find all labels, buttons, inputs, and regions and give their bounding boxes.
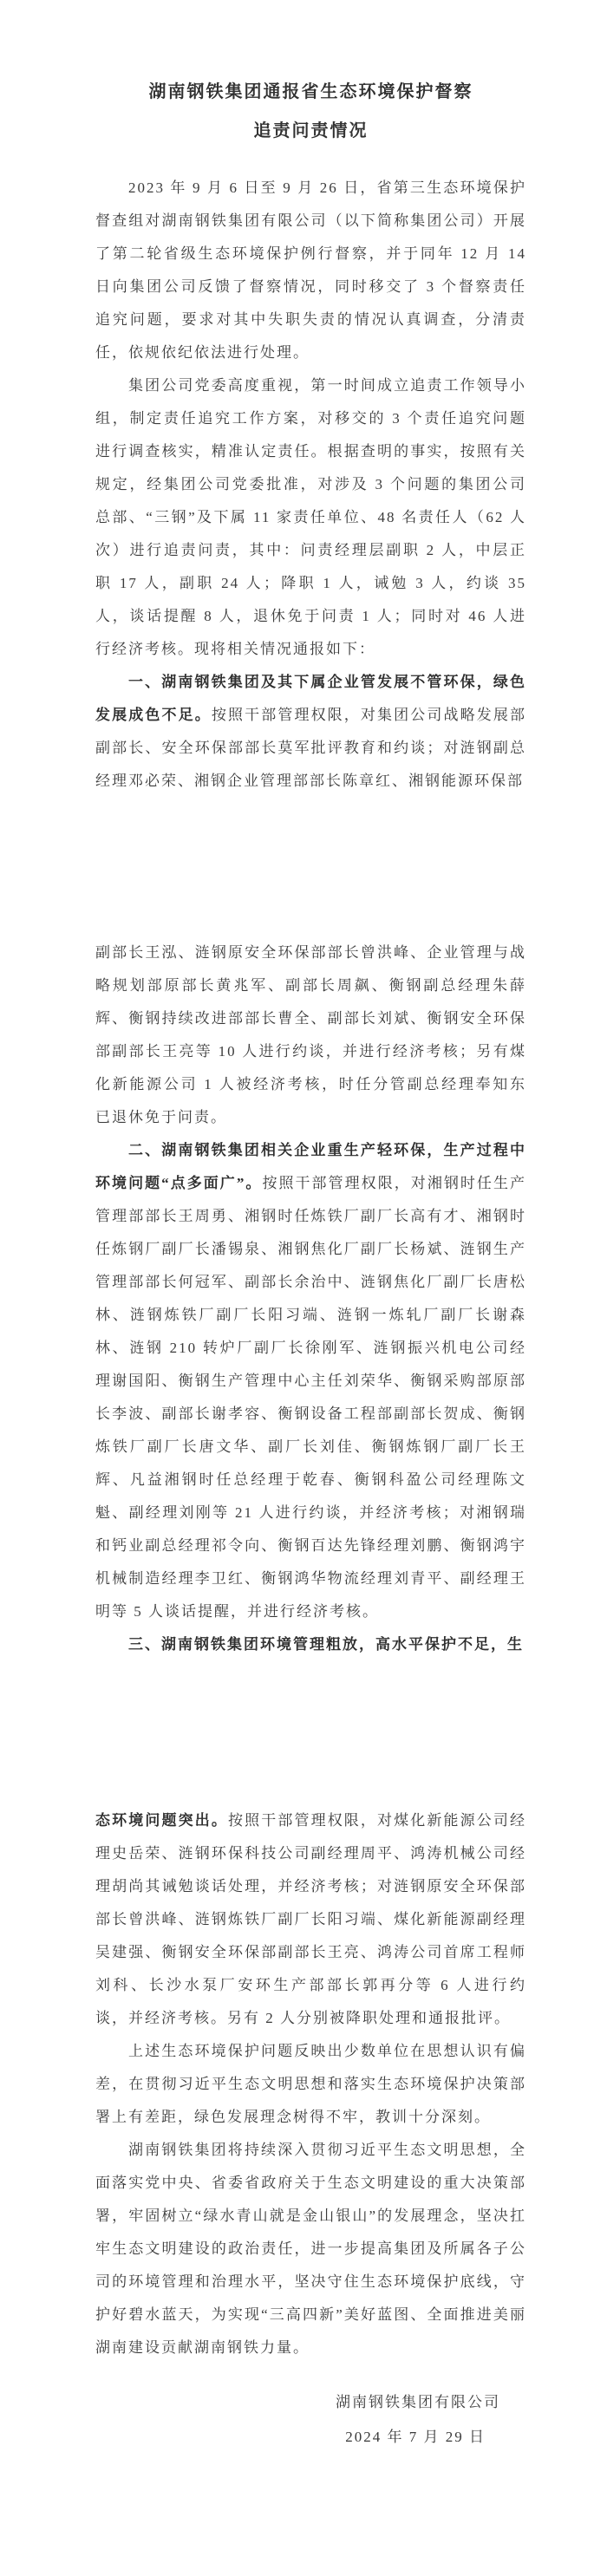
paragraph	[95, 666, 526, 798]
paragraph	[95, 2035, 526, 2134]
paragraph	[95, 1628, 526, 1661]
paragraph	[95, 1134, 526, 1628]
page-gap	[95, 798, 526, 936]
text-run: 集团公司党委高度重视，第一时间成立追责工作领导小组，制定责任追究工作方案，对移交的 3 个责任追究问题进行调查核实，精准认定责任。根据查明的事实，按照有关规定，经集团公司党委批准，对涉及 3 个问题的集团公司总部、“三钢”及下属 11 家责任单位、48 名责任人（62 人次）进行追责问责，其中：问责经理层副职 2 人，中层正职 17 人，副职 24 人；降职 1 人，诫勉 3 人，约谈 35 人，谈话提醒 8 人，退休免于问责 1 人；同时对 46 人进行经济考核。现将相关情况通报如下：	[95, 377, 526, 657]
document-title	[95, 73, 526, 151]
text-run: 副部长王泓、涟钢原安全环保部部长曾洪峰、企业管理与战略规划部原部长黄兆军、副部长周飙、衡钢副总经理朱薛辉、衡钢持续改进部部长曹全、副部长刘斌、衡钢安全环保部副部长王亮等 10 人进行约谈，并进行经济考核；另有煤化新能源公司 1 人被经济考核，时任分管副总经理奉知东已退休免于问责。	[95, 944, 526, 1125]
paragraph	[95, 369, 526, 666]
paragraph	[95, 1804, 526, 2035]
signature-date: 2024 年 7 月 29 日	[345, 2429, 486, 2445]
text-run: 湖南钢铁集团将持续深入贯彻习近平生态文明思想，全面落实党中央、省委省政府关于生态文明建设的重大决策部署，牢固树立“绿水青山就是金山银山”的发展理念，坚决扛牢生态文明建设的政治责任，进一步提高集团及所属各子公司的环境管理和治理水平，坚决守住生态环境保护底线，守护好碧水蓝天，为实现“三高四新”美好蓝图、全面推进美丽湖南建设贡献湖南钢铁力量。	[95, 2142, 526, 2356]
document-body	[95, 172, 526, 2364]
bold-run: 三、湖南钢铁集团环境管理粗放，高水平保护不足，生	[128, 1636, 524, 1653]
title-line-2: 追责问责情况	[253, 121, 369, 140]
bold-run: 一、湖南钢铁集团及其下属企业管发展不管环保，绿色发展成色不足。	[95, 674, 526, 723]
text-run: 按照干部管理权限，对集团公司战略发展部副部长、安全环保部部长莫军批评教育和约谈；对涟钢副总经理邓必荣、湘钢企业管理部部长陈章红、湘钢能源环保部	[95, 707, 527, 789]
signature-company: 湖南钢铁集团有限公司	[336, 2394, 500, 2410]
paragraph	[95, 172, 526, 369]
text-run: 按照干部管理权限，对湘钢时任生产管理部部长王周勇、湘钢时任炼铁厂副厂长高有才、湘钢时任炼钢厂副厂长潘锡泉、湘钢焦化厂副厂长杨斌、涟钢生产管理部部长何冠军、副部长余治中、涟钢焦化厂副厂长唐松林、涟钢炼铁厂副厂长阳习端、涟钢一炼轧厂副厂长谢森林、涟钢 210 转炉厂副厂长徐刚军、涟钢振兴机电公司经理谢国阳、衡钢生产管理中心主任刘荣华、衡钢采购部原部长李波、副部长谢孝容、衡钢设备工程部副部长贺成、衡钢炼铁厂副厂长唐文华、副厂长刘佳、衡钢炼钢厂副厂长王辉、凡益湘钢时任总经理于乾春、衡钢科盈公司经理陈文魁、副经理刘刚等 21 人进行约谈，并经济考核；对湘钢瑞和钙业副总经理祁令向、衡钢百达先锋经理刘鹏、衡钢鸿宇机械制造经理李卫红、衡钢鸿华物流经理刘青平、副经理王明等 5 人谈话提醒，并进行经济考核。	[95, 1175, 527, 1620]
title-line-1: 湖南钢铁集团通报省生态环境保护督察	[148, 82, 473, 101]
paragraph	[95, 2134, 526, 2364]
signature-block	[95, 2385, 526, 2455]
text-run: 2023 年 9 月 6 日至 9 月 26 日，省第三生态环境保护督查组对湖南钢铁集团有限公司（以下简称集团公司）开展了第二轮省级生态环境保护例行督察，并于同年 12 月 14 日向集团公司反馈了督察情况，同时移交了 3 个督察责任追究问题，要求对其中失职失责的情况认真调查，分清责任，依规依纪依法进行处理。	[95, 179, 526, 361]
text-run: 按照干部管理权限，对煤化新能源公司经理史岳荣、涟钢环保科技公司副经理周平、鸿涛机械公司经理胡尚其诫勉谈话处理，并经济考核；对涟钢原安全环保部部长曾洪峰、涟钢炼铁厂副厂长阳习端、煤化新能源副经理吴建强、衡钢安全环保部副部长王亮、鸿涛公司首席工程师刘科、长沙水泵厂安环生产部部长郭再分等 6 人进行约谈，并经济考核。另有 2 人分别被降职处理和通报批评。	[95, 1812, 527, 2026]
bold-run: 态环境问题突出。	[95, 1812, 228, 1829]
page-gap	[95, 1661, 526, 1804]
paragraph	[95, 936, 526, 1134]
bold-run: 二、湖南钢铁集团相关企业重生产轻环保，生产过程中环境问题“点多面广”。	[95, 1142, 526, 1191]
text-run: 上述生态环境保护问题反映出少数单位在思想认识有偏差，在贯彻习近平生态文明思想和落实生态环境保护决策部署上有差距，绿色发展理念树得不牢，教训十分深刻。	[95, 2043, 526, 2125]
